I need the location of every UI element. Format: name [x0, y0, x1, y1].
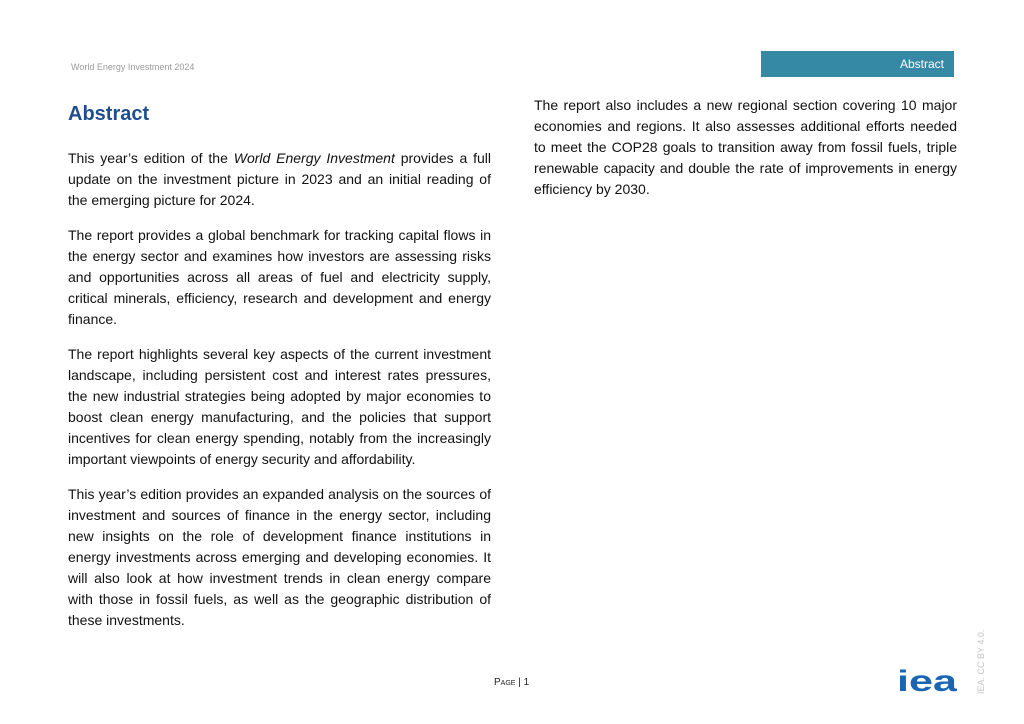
left-column — [68, 148, 491, 645]
paragraph-1 — [68, 148, 491, 211]
page-number-value: 1 — [523, 677, 530, 688]
paragraph-5: The report also includes a new regional section covering 10 major economies and regions. It also assesses additional efforts needed to meet the COP28 goals to transition away from fossil fuels, triple renewable capacity and double the rate of improvements in energy efficiency by 2030. — [534, 97, 957, 197]
license-text: IEA. CC BY 4.0. — [976, 629, 986, 694]
document-title-text: World Energy Investment 2024 — [71, 62, 195, 72]
page-number — [494, 677, 529, 688]
iea-logo-icon — [897, 667, 957, 695]
iea-logo-text: iea — [897, 667, 957, 695]
paragraph-1-end: provides a full update on the investment picture in 2023 and an initial reading of the emerging picture for 2024. — [68, 150, 492, 208]
page-label: Page — [494, 677, 516, 688]
page-separator: | — [515, 677, 524, 688]
paragraph-1-start: This year’s edition of the — [68, 150, 234, 166]
page-title: Abstract — [68, 103, 150, 125]
document-title — [71, 62, 194, 72]
section-tab-label: Abstract — [899, 57, 944, 71]
paragraph-3: The report highlights several key aspects of the current investment landscape, including persistent cost and interest rates pressures, the new industrial strategies being adopted by major economies to boost clean energy manufacturing, and the policies that support incentives for clean energy spending, notably from the increasingly important viewpoints of energy security and affordability. — [68, 346, 491, 467]
paragraph-4: This year’s edition provides an expanded analysis on the sources of investment and sources of finance in the energy sector, including new insights on the role of development finance institutions in energy investments across emerging and developing economies. It will also look at how investment trends in clean energy compare with those in fossil fuels, as well as the geographic distribution of these investments. — [68, 486, 491, 628]
paragraph-2: The report provides a global benchmark for tracking capital flows in the energy sector and examines how investors are assessing risks and opportunities across all areas of fuel and electricity supply, critical minerals, efficiency, research and development and energy finance. — [68, 227, 491, 327]
section-tab — [761, 51, 954, 77]
report-title-italic: World Energy Investment — [233, 150, 395, 166]
right-column — [534, 95, 957, 214]
